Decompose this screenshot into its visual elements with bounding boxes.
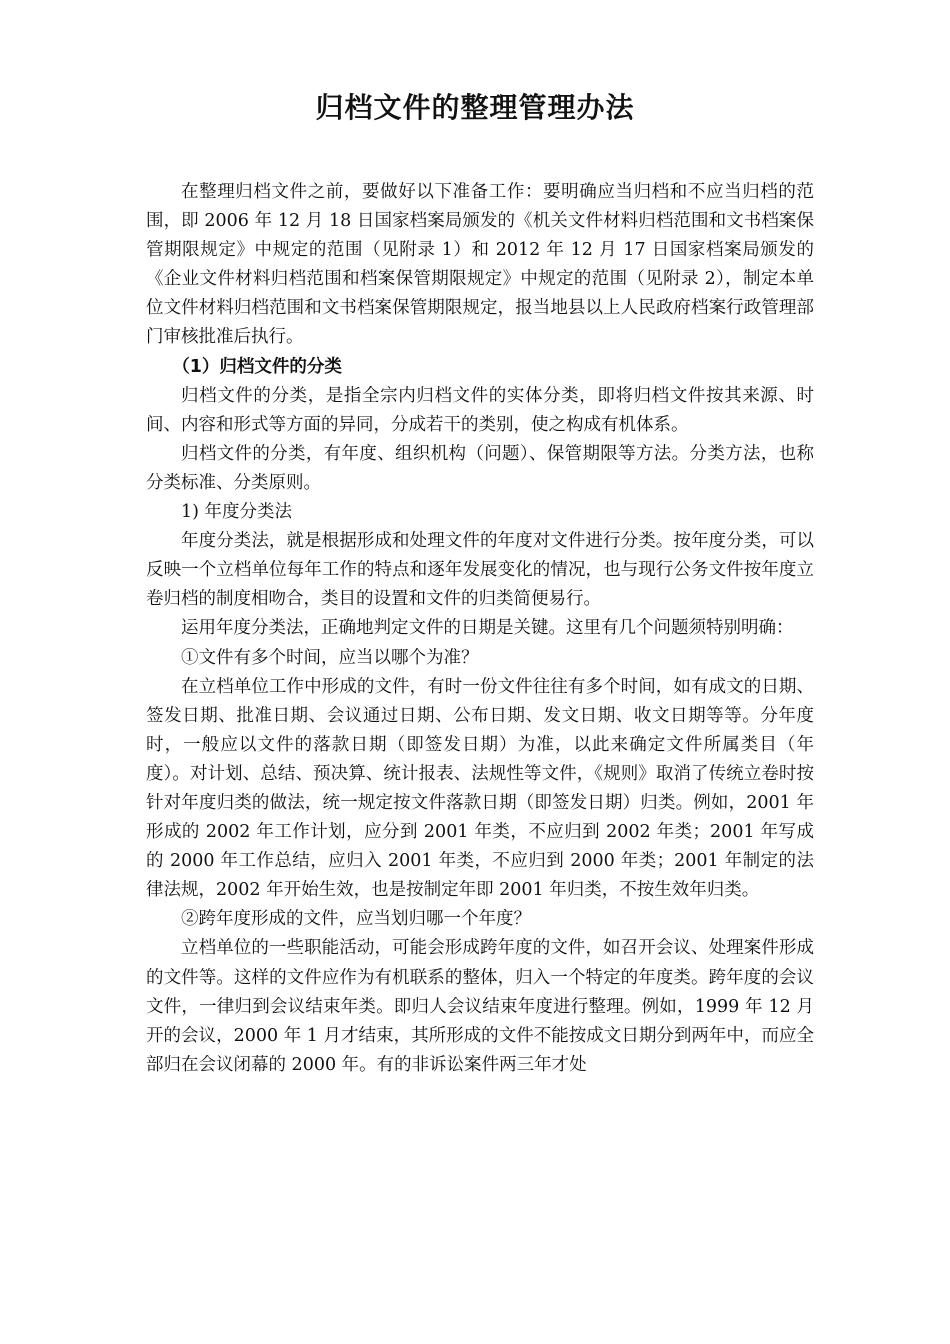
question-multiple-dates: ①文件有多个时间，应当以哪个为准？ <box>181 647 479 668</box>
paragraph-year-method: 年度分类法，就是根据形成和处理文件的年度对文件进行分类。按年度分类，可以反映一个立档单位每年工作的特点和逐年发展变化的情况，也与现行公务文件按年度立卷归档的制度相吻合，类目的设置和文件的归类简便易行。 <box>146 531 814 610</box>
paragraph-cross-year: 立档单位的一些职能活动，可能会形成跨年度的文件，如召开会议、处理案件形成的文件等。这样的文件应作为有机联系的整体，归入一个特定的年度类。跨年度的会议文件，一律归到会议结束年类。即归人会议结束年度进行整理。例如，1999 年 12 月开的会议，2000 年 1 月才结束，其所形成的文件不能按成文日期分到两年中，而应全部归在会议闭幕的 2000 年。有的非诉讼案件两三年才处 <box>146 938 814 1075</box>
paragraph-preparation: 在整理归档文件之前，要做好以下准备工作：要明确应当归档和不应当归档的范围，即 2006 年 12 月 18 日国家档案局颁发的《机关文件材料归档范围和文书档案保管期限规定》中规定的范围（见附录 1）和 2012 年 12 月 17 日国家档案局颁发的《企业文件材料归档范围和档案保管期限规定》中规定的范围（见附录 2），制定本单位文件材料归档范围和文书档案保管期限规定，报当地县以上人民政府档案行政管理部门审核批准后执行。 <box>146 182 814 348</box>
document-body <box>146 178 814 1080</box>
paragraph-year-date-issues: 运用年度分类法，正确地判定文件的日期是关键。这里有几个问题须特别明确： <box>181 618 794 639</box>
section-heading-classification: （1）归档文件的分类 <box>172 356 342 377</box>
paragraph-multiple-dates: 在立档单位工作中形成的文件，有时一份文件往往有多个时间，如有成文的日期、签发日期、批准日期、会议通过日期、公布日期、发文日期、收文日期等等。分年度时，一般应以文件的落款日期（即签发日期）为准，以此来确定文件所属类目（年度）。对计划、总结、预决算、统计报表、法规性等文件，《规则》取消了传统立卷时按针对年度归类的做法，统一规定按文件落款日期（即签发日期）归类。例如，2001 年形成的 2002 年工作计划，应分到 2001 年类，不应归到 2002 年类；2001 年写成的 2000 年工作总结，应归入 2001 年类，不应归到 2000 年类；2001 年制定的法律法规，2002 年开始生效，也是按制定年即 2001 年归类，不按生效年归类。 <box>146 676 814 901</box>
paragraph-classification-definition: 归档文件的分类，是指全宗内归档文件的实体分类，即将归档文件按其来源、时间、内容和形式等方面的异同，分成若干的类别，使之构成有机体系。 <box>146 385 814 435</box>
paragraph-classification-methods: 归档文件的分类，有年度、组织机构（问题）、保管期限等方法。分类方法，也称分类标准、分类原则。 <box>146 443 814 493</box>
subheading-year-method: 1) 年度分类法 <box>181 502 293 523</box>
document-title: 归档文件的整理管理办法 <box>315 91 635 124</box>
question-cross-year: ②跨年度形成的文件，应当划归哪一个年度？ <box>181 909 531 930</box>
